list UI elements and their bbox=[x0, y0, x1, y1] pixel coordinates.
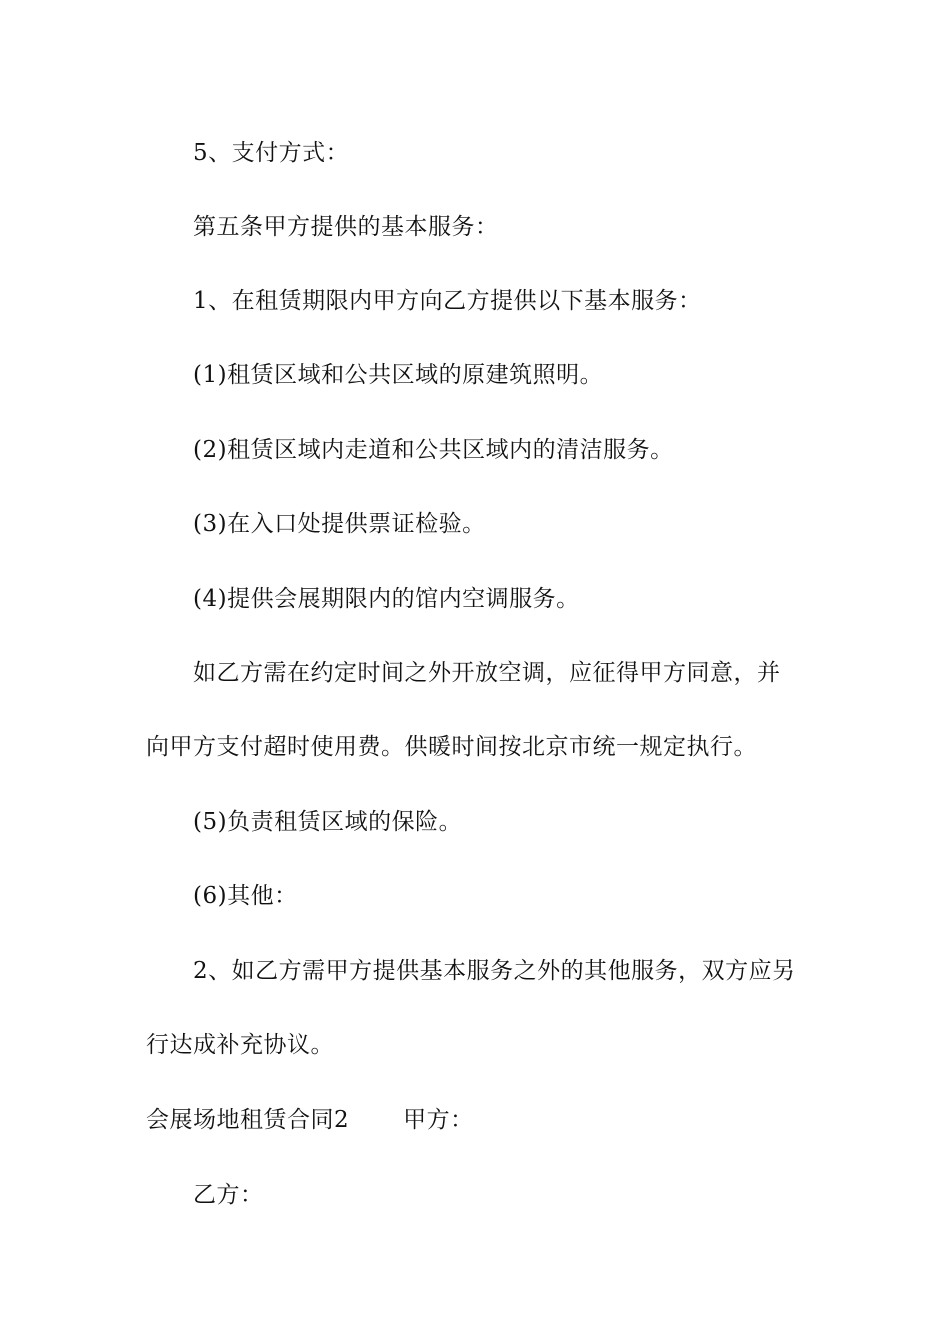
party-b-label: 乙方： bbox=[193, 1182, 264, 1208]
contract-section-title: 会展场地租赁合同2 bbox=[146, 1107, 350, 1133]
air-conditioning-clause-line-1: 如乙方需在约定时间之外开放空调，应征得甲方同意，并 bbox=[193, 660, 781, 686]
party-a-label: 甲方： bbox=[403, 1107, 474, 1133]
basic-services-intro: 1、在租赁期限内甲方向乙方提供以下基本服务： bbox=[193, 288, 702, 314]
service-item-5: (5)负责租赁区域的保险。 bbox=[193, 809, 463, 835]
service-item-2: (2)租赁区域内走道和公共区域内的清洁服务。 bbox=[193, 437, 674, 463]
additional-services-line-2: 行达成补充协议。 bbox=[146, 1032, 334, 1058]
service-item-6: (6)其他： bbox=[193, 883, 298, 909]
service-item-4: (4)提供会展期限内的馆内空调服务。 bbox=[193, 586, 580, 612]
service-item-1: (1)租赁区域和公共区域的原建筑照明。 bbox=[193, 362, 604, 388]
article-five-heading: 第五条甲方提供的基本服务： bbox=[193, 214, 499, 240]
air-conditioning-clause-line-2: 向甲方支付超时使用费。供暖时间按北京市统一规定执行。 bbox=[146, 734, 757, 760]
payment-method-line: 5、支付方式： bbox=[193, 140, 350, 166]
service-item-3: (3)在入口处提供票证检验。 bbox=[193, 511, 486, 537]
additional-services-line-1: 2、如乙方需甲方提供基本服务之外的其他服务，双方应另 bbox=[193, 958, 796, 984]
contract-title-row bbox=[146, 1105, 474, 1135]
